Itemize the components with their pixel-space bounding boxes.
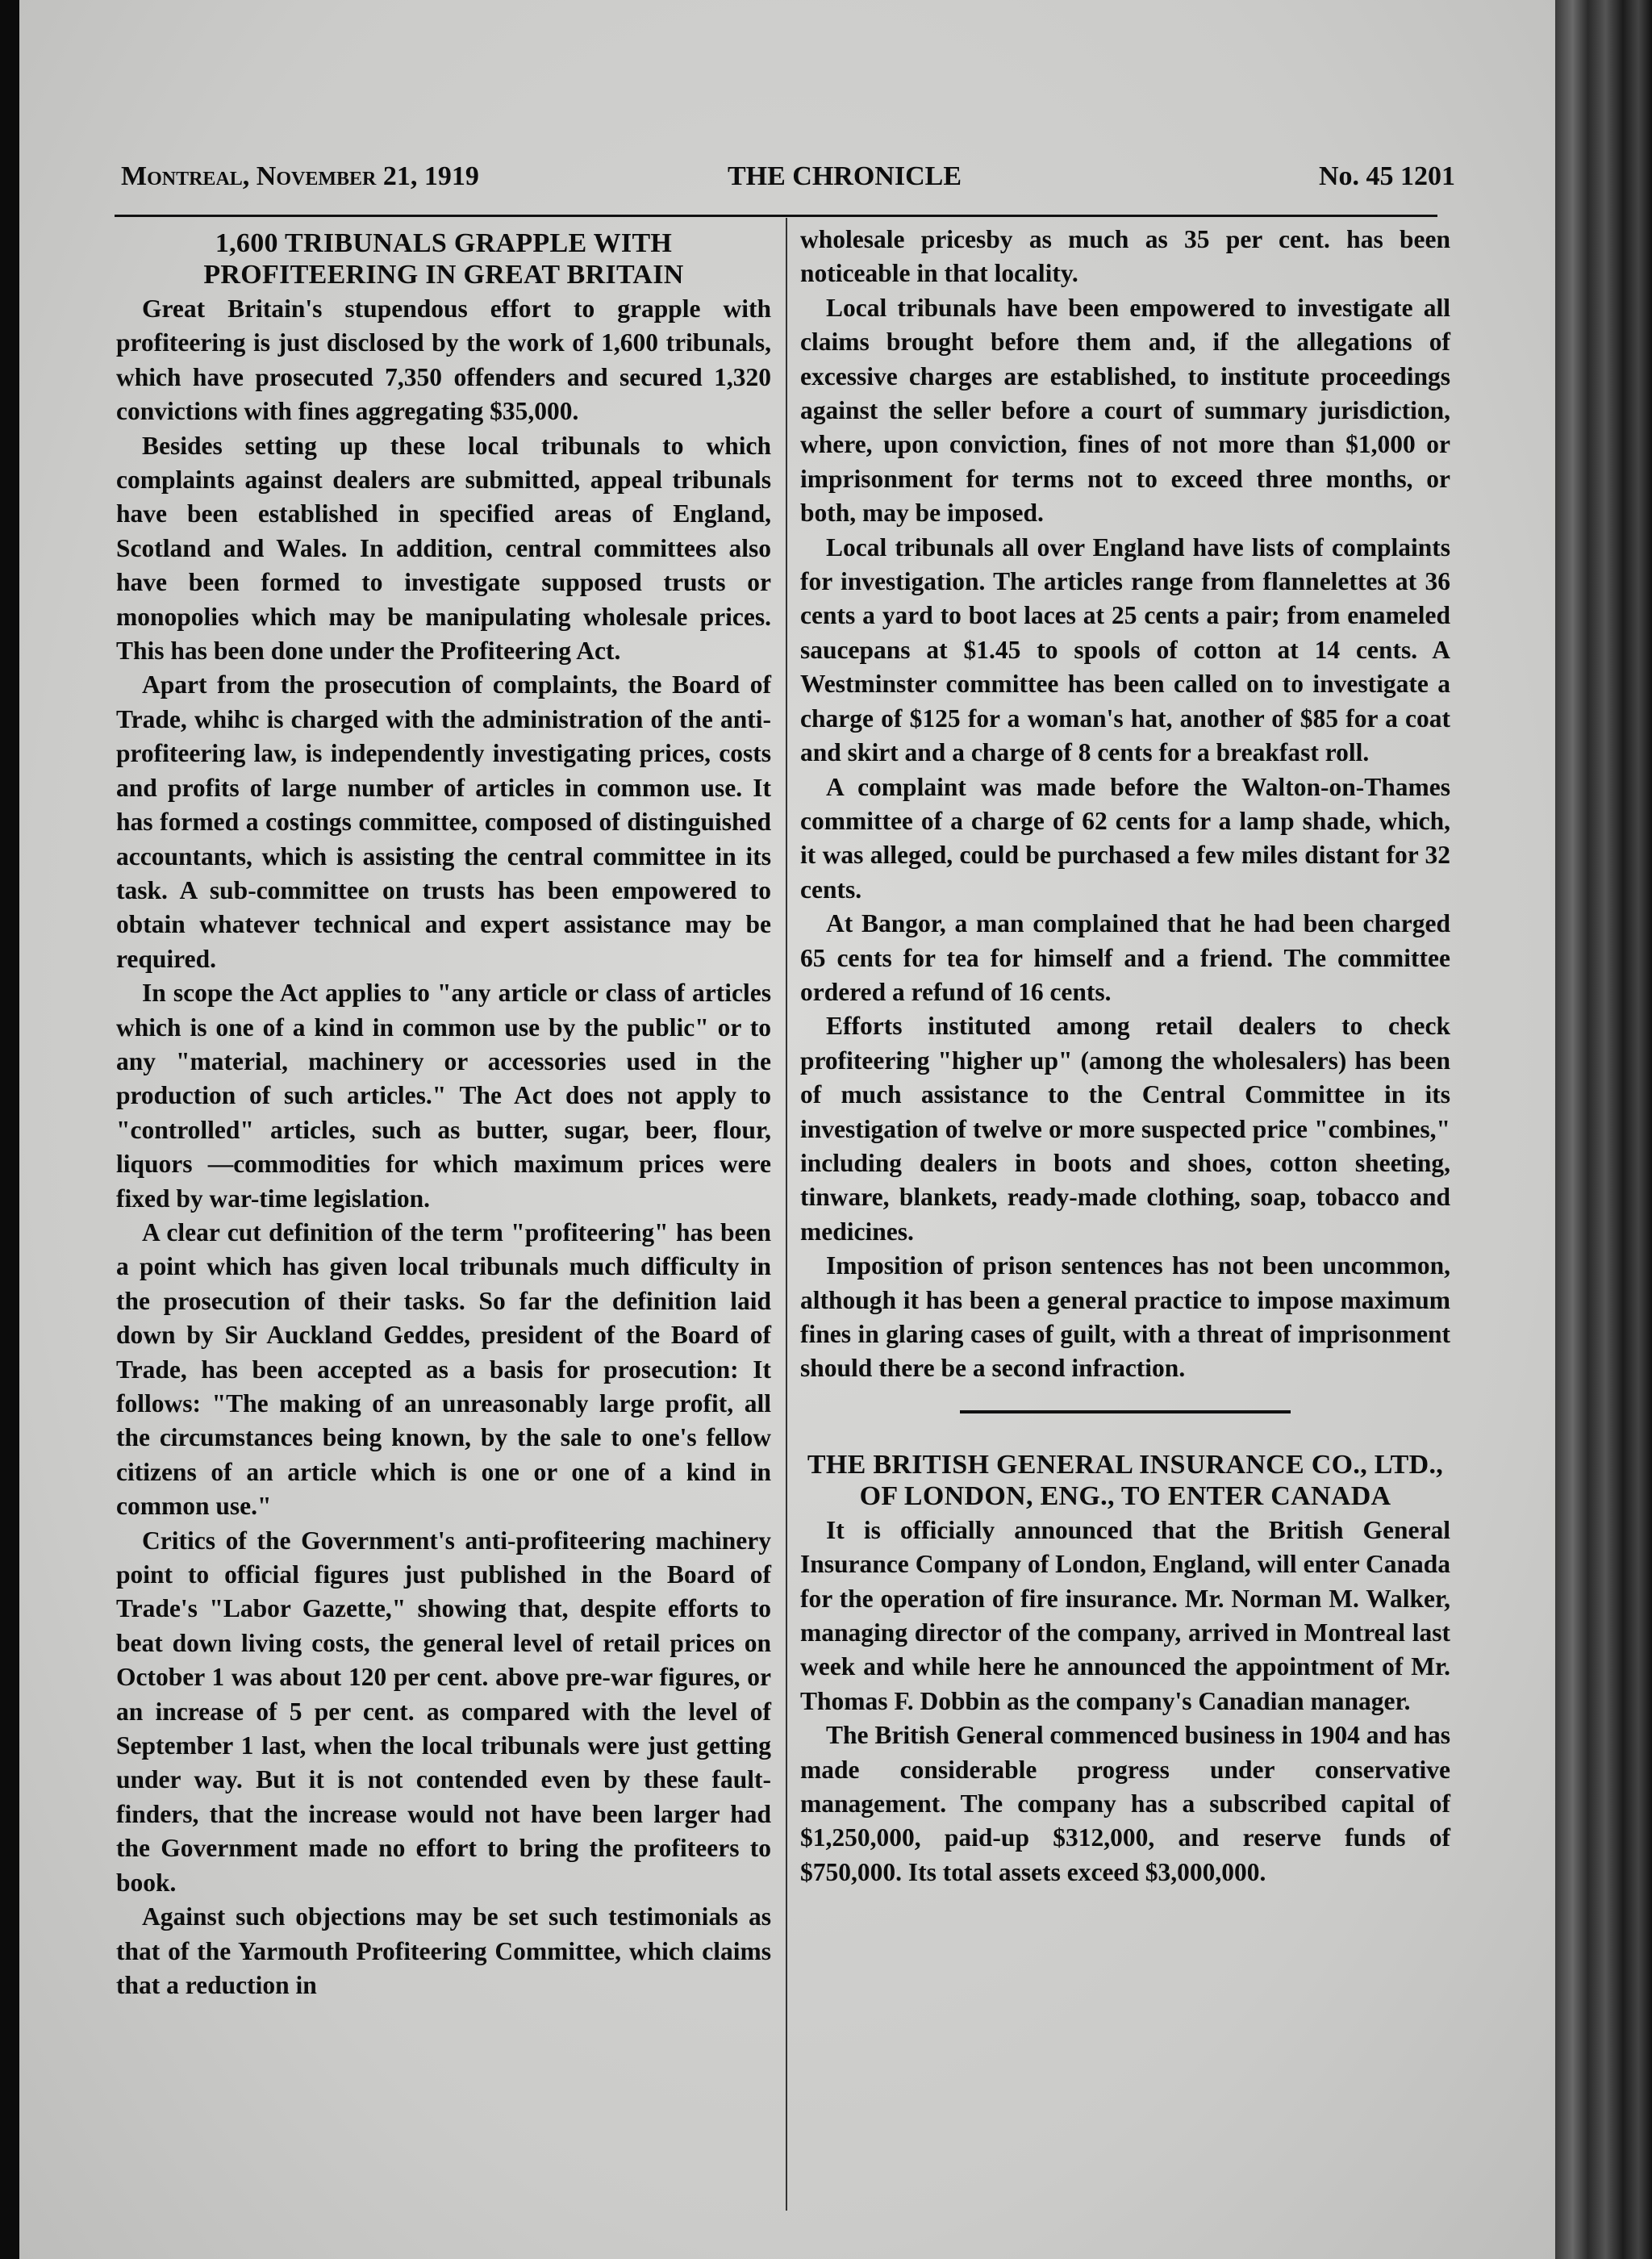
article2-headline: THE BRITISH GENERAL INSURANCE CO., LTD., OF LONDON, ENG., TO ENTER CANADA [807,1449,1444,1511]
article1-paragraph: Critics of the Government's anti-profiteering machinery point to official figures just published in the Board of Trade's "Labor Gazette," showing that, despite efforts to beat down living costs, the general level of retail prices on October 1 was about 120 per cent. above pre-war figures, or an increase of 5 per cent. as compared with the level of September 1 last, when the local tribunals were just getting under way. But it is not contended even by these fault-finders, that the increase would not have been larger had the Government made no effort to bring the profiteers to book. [116,1526,771,1897]
article1-paragraph: A clear cut definition of the term "profiteering" has been a point which has given local tribunals much difficulty in the prosecution of their tasks. So far the definition laid down by Sir Auckland Geddes, president of the Board of Trade, has been accepted as a basis for prosecution: It follows: "The making of an unreasonably large profit, all the circumstances being known, by the sale to one's fellow citizens of an article which is one or one of a kind in common use." [116,1217,771,1521]
article1-paragraph: Great Britain's stupendous effort to grapple with profiteering is just disclosed by the work of 1,600 tribunals, which have prosecuted 7,350 offenders and secured 1,320 convictions with fines aggregating $35,000. [116,294,771,426]
article1-paragraph: Apart from the prosecution of complaints, the Board of Trade, whihc is charged with the administration of the anti-profiteering law, is independently investigating prices, costs and profits of large number of articles in common use. It has formed a costings committee, composed of distinguished accountants, which is assisting the central committee in its task. A sub-committee on trusts has been empowered to obtain whatever technical and expert assistance may be required. [116,670,771,973]
article1-paragraph: Imposition of prison sentences has not been uncommon, although it has been a general practice to impose maximum fines in glaring cases of guilt, with a threat of imprisonment should there be a second infraction. [800,1251,1450,1383]
article2-paragraph: The British General commenced business in 1904 and has made considerable progress under conservative management. The company has a subscribed capital of $1,250,000, paid-up $312,000, and reserve funds of $750,000. Its total assets exceed $3,000,000. [800,1721,1450,1886]
article1-paragraph: At Bangor, a man complained that he had been charged 65 cents for tea for himself and a friend. The committee ordered a refund of 16 cents. [800,909,1450,1006]
running-head [100,161,1455,202]
article2-paragraph: It is officially announced that the British General Insurance Company of London, England, will enter Canada for the operation of fire insurance. Mr. Norman M. Walker, managing director of the company, arrived in Montreal last week and while here he announced the appointment of Mr. Thomas F. Dobbin as the company's Canadian manager. [800,1515,1450,1715]
column-divider [786,218,787,2211]
article1-paragraph: Against such objections may be set such testimonials as that of the Yarmouth Profiteering Committee, which claims that a reduction in [116,1902,771,1999]
article1-paragraph: wholesale pricesby as much as 35 per cent. has been noticeable in that locality. [800,225,1450,288]
article1-paragraph: Local tribunals all over England have lists of complaints for investigation. The articles range from flannelettes at 36 cents a yard to boot laces at 25 cents a pair; from enameled saucepans at $1.45 to spools of cotton at 14 cents. A Westminster committee has been called on to investigate a charge of $125 for a woman's hat, another of $85 for a coat and skirt and a charge of 8 cents for a breakfast roll. [800,532,1450,767]
article1-paragraph: A complaint was made before the Walton-on-Thames committee of a charge of 62 cents for a lamp shade, which, it was alleged, could be purchased a few miles distant for 32 cents. [800,772,1450,904]
article1-headline: 1,600 TRIBUNALS GRAPPLE WITH PROFITEERING IN GREAT BRITAIN [203,228,684,290]
article-separator-rule [960,1410,1291,1413]
publication-title: THE CHRONICLE [728,161,962,191]
article1-paragraph: Efforts instituted among retail dealers to check profiteering "higher up" (among the wholesalers) has been of much assistance to the Central Committee in its investigation of twelve or more suspected price "combines," including dealers in boots and shoes, cotton sheeting, tinware, blankets, ready-made clothing, soap, tobacco and medicines. [800,1012,1450,1246]
article1-paragraph: Besides setting up these local tribunals to which complaints against dealers are submitted, appeal tribunals have been established in specified areas of England, Scotland and Wales. In addition, central committees also have been formed to investigate supposed trusts or monopolies which may be manipulating wholesale prices. This has been done under the Profiteering Act. [116,431,771,666]
right-column [800,223,1450,1889]
article1-paragraph: In scope the Act applies to "any article or class of articles which is one of a kind in common use by the public" or to any "material, machinery or accessories used in the production of such articles." The Act does not apply to "controlled" articles, such as butter, sugar, beer, flour, liquors —commodities for which maximum prices were fixed by war-time legislation. [116,979,771,1213]
issue-date: Montreal, November 21, 1919 [121,161,479,191]
book-spine-edge [1555,0,1652,2259]
article1-paragraph: Local tribunals have been empowered to investigate all claims brought before them and, if the allegations of excessive charges are established, to institute proceedings against the seller before a court of summary jurisdiction, where, upon conviction, fines of not more than $1,000 or imprisonment for terms not to exceed three months, or both, may be imposed. [800,293,1450,528]
newspaper-page [19,0,1555,2259]
issue-page-number: No. 45 1201 [1318,161,1455,191]
left-column [116,223,771,2002]
header-rule [115,215,1437,217]
